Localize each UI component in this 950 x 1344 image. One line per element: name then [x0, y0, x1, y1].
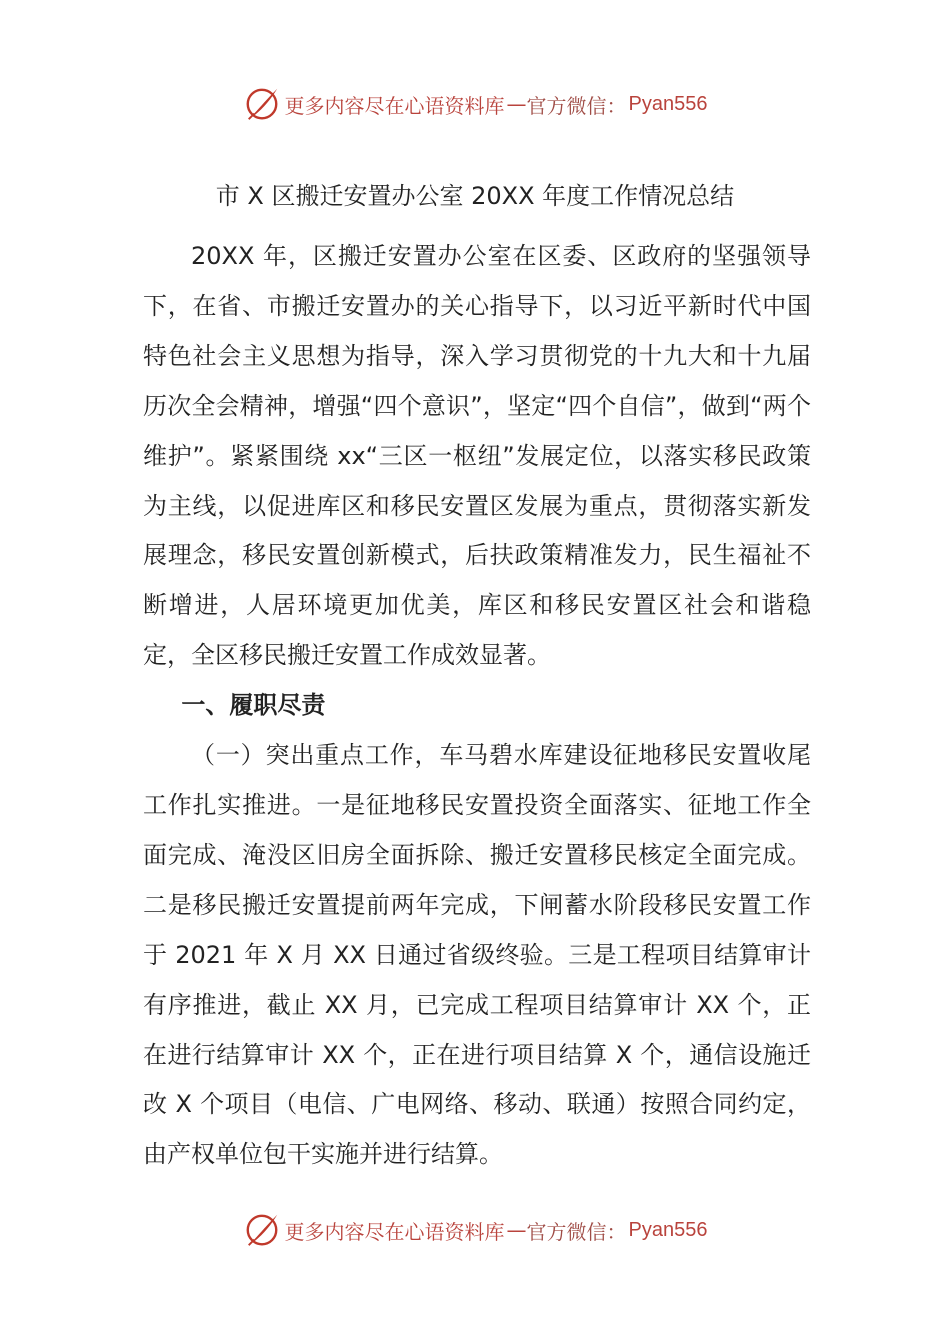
- banner-wechat-id: Pyan556: [628, 1218, 708, 1241]
- watermark-banner-top: [0, 82, 950, 126]
- banner-wechat-label: 官方微信：: [526, 93, 627, 118]
- section-heading: 一、履职尽责: [181, 691, 326, 720]
- document-body: [143, 232, 811, 1180]
- intro-paragraph: 20XX 年，区搬迁安置办公室在区委、区政府的坚强领导下，在省、市搬迁安置办的关心指导下，以习近平新时代中国特色社会主义思想为指导，深入学习贯彻党的十九大和十九届历次全会精神，增强“四个意识”，坚定“四个自信”，做到“两个维护”。紧紧围绕 xx“三区一枢纽”发展定位，以落实移民政策为主线，以促进库区和移民安置区发展为重点，贯彻落实新发展理念，移民安置创新模式，后扶政策精准发力，民生福祉不断增进，人居环境更加优美，库区和移民安置区社会和谐稳定，全区移民搬迁安置工作成效显著。: [143, 242, 811, 670]
- banner-site-text: 更多内容尽在心语资料库: [284, 1219, 505, 1244]
- banner-dash: —: [506, 92, 525, 116]
- quill-logo-icon: [243, 85, 281, 123]
- banner-wechat-label: 官方微信：: [526, 1219, 627, 1244]
- banner-dash: —: [506, 1218, 525, 1242]
- document-title: 市 X 区搬迁安置办公室 20XX 年度工作情况总结: [215, 182, 735, 210]
- watermark-banner-bottom: [0, 1208, 950, 1252]
- section-paragraph: （一）突出重点工作，车马碧水库建设征地移民安置收尾工作扎实推进。一是征地移民安置投资全面落实、征地工作全面完成、淹没区旧房全面拆除、搬迁安置移民核定全面完成。二是移民搬迁安置提前两年完成，下闸蓄水阶段移民安置工作于 2021 年 X 月 XX 日通过省级终验。三是工程项目结算审计有序推进，截止 XX 月，已完成工程项目结算审计 XX 个，正在进行结算审计 XX 个，正在进行项目结算 X 个，通信设施迁改 X 个项目（电信、广电网络、移动、联通）按照合同约定，由产权单位包干实施并进行结算。: [143, 741, 811, 1169]
- quill-logo-icon: [243, 1211, 281, 1249]
- banner-wechat-id: Pyan556: [628, 92, 708, 115]
- banner-site-text: 更多内容尽在心语资料库: [284, 93, 505, 118]
